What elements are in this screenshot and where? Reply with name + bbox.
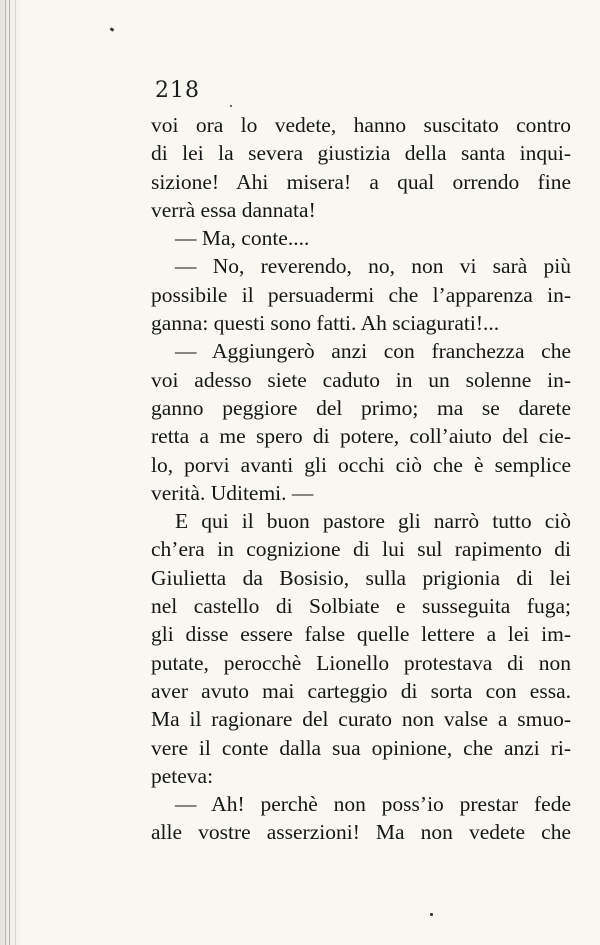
text-line: peteva:: [151, 763, 214, 788]
text-line: lo, porvi avanti gli occhi ciò che è semplice: [151, 452, 571, 477]
text-line: ganno peggiore del primo; ma se darete: [151, 395, 571, 420]
body-text: [151, 111, 571, 847]
text-line: putate, perocchè Lionello protestava di non: [151, 650, 571, 675]
text-line: alle vostre asserzioni! Ma non vedete che: [151, 820, 571, 845]
text-line: — Ah! perchè non poss’io prestar fede: [175, 792, 571, 817]
text-line: ganna: questi sono fatti. Ah sciagurati!...: [151, 311, 500, 336]
gutter-rule: [15, 0, 16, 945]
text-line: possibile il persuadermi che l’apparenza in-: [151, 282, 571, 307]
text-line: sizione! Ahi misera! a qual orrendo fine: [151, 169, 571, 194]
ink-speck: [430, 913, 433, 916]
text-line: voi adesso siete caduto in un solenne in-: [151, 367, 571, 392]
text-line: Giulietta da Bosisio, sulla prigionia di lei: [151, 565, 571, 590]
ink-speck: [230, 105, 232, 107]
text-line: gli disse essere false quelle lettere a lei im-: [151, 622, 571, 647]
ink-speck: [110, 27, 115, 32]
gutter-rule: [9, 0, 10, 945]
text-line: retta a me spero di potere, coll’aiuto del cie-: [151, 424, 571, 449]
text-line: — Ma, conte....: [175, 226, 310, 251]
text-line: voi ora lo vedete, hanno suscitato contro: [151, 113, 571, 137]
text-line: — No, reverendo, no, non vi sarà più: [175, 254, 571, 279]
binding-gutter: [0, 0, 24, 945]
text-line: ch’era in cognizione di lui sul rapimento di: [151, 537, 571, 562]
gutter-rule: [5, 0, 6, 945]
page-number: 218: [155, 78, 200, 103]
text-line: di lei la severa giustizia della santa inqui-: [151, 141, 571, 166]
text-line: verità. Uditemi. —: [151, 480, 314, 505]
text-line: — Aggiungerò anzi con franchezza che: [175, 339, 571, 364]
text-line: verrà essa dannata!: [151, 197, 316, 222]
text-line: nel castello di Solbiate e susseguita fuga;: [151, 594, 571, 619]
text-line: vere il conte dalla sua opinione, che anzi ri-: [151, 735, 571, 760]
text-line: Ma il ragionare del curato non valse a smuo-: [151, 707, 571, 732]
text-line: aver avuto mai carteggio di sorta con essa.: [151, 678, 571, 703]
text-line: E qui il buon pastore gli narrò tutto ciò: [175, 509, 571, 534]
